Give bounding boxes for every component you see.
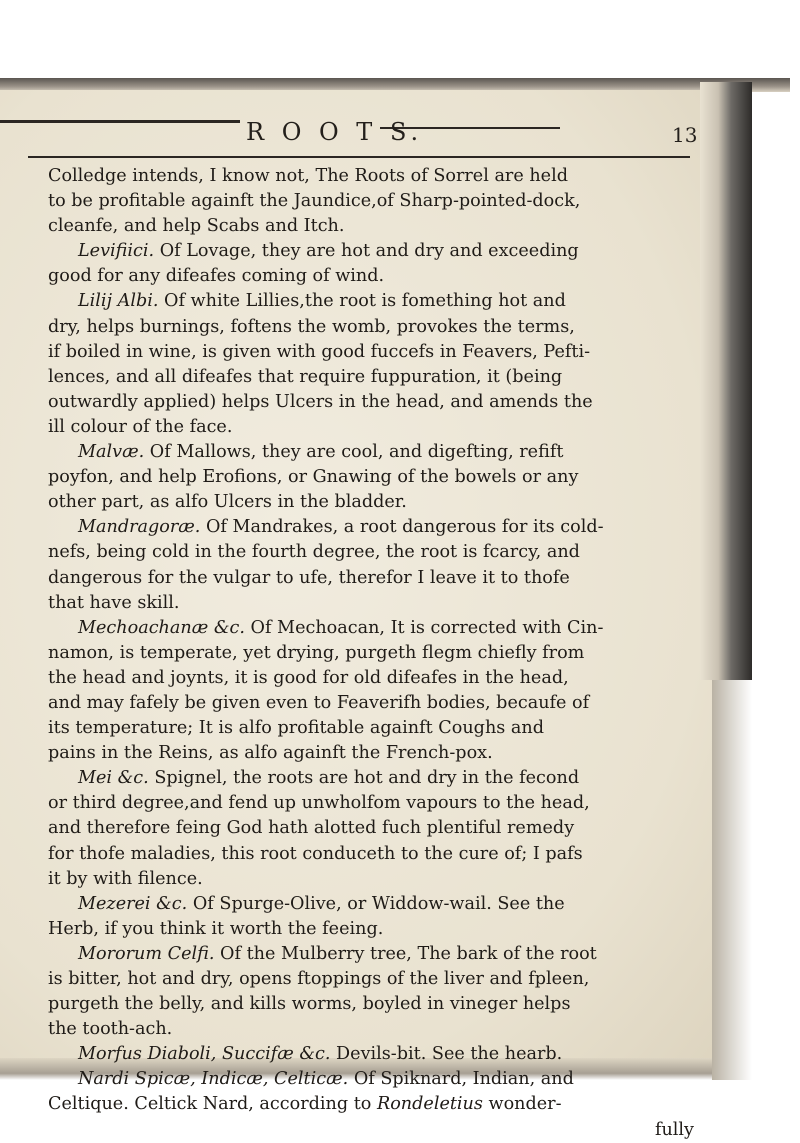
text-line	[48, 566, 694, 591]
italic-term: Rondeletius	[376, 1094, 483, 1115]
text-segment: the tooth-ach.	[48, 1019, 173, 1040]
text-line	[48, 1067, 694, 1092]
text-segment: is bitter, hot and dry, opens ftoppings of the liver and fpleen,	[48, 969, 590, 989]
text-line	[48, 289, 694, 314]
text-segment: poyfon, and help Erofions, or Gnawing of the bowels or any	[48, 467, 579, 488]
text-line	[48, 189, 694, 214]
italic-term: Mezerei &c.	[78, 893, 188, 914]
italic-term: Mandragoræ.	[78, 517, 201, 538]
text-line	[48, 942, 694, 967]
text-segment: its temperature; It is alfo profitable againft Coughs and	[48, 718, 544, 739]
text-segment: it by with filence.	[48, 868, 203, 889]
text-segment: Of Mechoacan, It is corrected with Cin-	[244, 617, 604, 638]
text-line	[48, 967, 694, 992]
text-line	[48, 1017, 694, 1042]
text-line	[48, 465, 694, 490]
italic-term: Mechoachanæ &c.	[78, 617, 245, 638]
text-segment: Of Mandrakes, a root dangerous for its cold-	[200, 517, 604, 538]
text-segment: Of Mallows, they are cool, and digefting, refift	[144, 442, 564, 463]
text-line	[48, 791, 694, 816]
italic-term: Malvæ.	[78, 442, 145, 463]
text-line	[48, 691, 694, 716]
text-line	[48, 666, 694, 691]
text-line	[48, 1092, 694, 1117]
italic-term: Lilij Albi.	[78, 291, 159, 312]
text-segment: dry, helps burnings, foftens the womb, provokes the terms,	[48, 316, 575, 337]
text-line	[48, 365, 694, 390]
running-head: R O O T S.	[246, 118, 424, 146]
text-segment: Celtique. Celtick Nard, according to	[48, 1094, 377, 1115]
text-line	[48, 1042, 694, 1067]
text-segment: Colledge intends, I know not, The Roots of Sorrel are held	[48, 166, 568, 186]
text-line	[48, 842, 694, 867]
text-line	[48, 867, 694, 892]
text-line	[48, 214, 694, 239]
text-segment: lences, and all difeafes that require fuppuration, it (being	[48, 366, 563, 387]
text-line	[48, 540, 694, 565]
text-segment: and therefore feing God hath alotted fuch plentiful remedy	[48, 818, 575, 839]
text-segment: Spignel, the roots are hot and dry in the fecond	[148, 768, 580, 789]
text-line	[48, 1118, 694, 1143]
text-line	[48, 917, 694, 942]
text-segment: wonder-	[482, 1094, 562, 1115]
text-line	[48, 239, 694, 264]
text-line	[48, 264, 694, 289]
text-segment: or third degree,and fend up unwholfom vapours to the head,	[48, 793, 590, 814]
text-segment: Of the Mulberry tree, The bark of the root	[214, 943, 597, 964]
body-text	[48, 164, 694, 1143]
text-segment: if boiled in wine, is given with good fuccefs in Feavers, Pefti-	[48, 341, 591, 362]
text-segment: the head and joynts, it is good for old difeafes in the head,	[48, 667, 569, 688]
text-segment: ill colour of the face.	[48, 416, 233, 437]
text-segment: Of Spurge-Olive, or Widdow-wail. See the	[187, 893, 565, 914]
italic-term: Mei &c.	[78, 768, 149, 789]
text-line	[48, 816, 694, 841]
text-segment: Of white Lillies,the root is fomething hot and	[158, 291, 566, 312]
text-line	[48, 415, 694, 440]
text-segment: Herb, if you think it worth the feeing.	[48, 918, 384, 939]
text-segment: other part, as alfo Ulcers in the bladder.	[48, 492, 407, 513]
text-segment: to be profitable againft the Jaundice,of Sharp-pointed-dock,	[48, 191, 581, 212]
text-segment: good for any difeafes coming of wind.	[48, 266, 385, 287]
text-segment: and may fafely be given even to Feaverifh bodies, becaufe of	[48, 692, 590, 713]
text-line	[48, 716, 694, 741]
page-number: 13	[672, 123, 698, 147]
text-line	[48, 440, 694, 465]
text-segment: purgeth the belly, and kills worms, boyled in vineger helps	[48, 994, 571, 1015]
text-segment: pains in the Reins, as alfo againft the French-pox.	[48, 743, 493, 764]
book-spine-edge	[700, 82, 752, 680]
text-line	[48, 390, 694, 415]
text-segment: for thofe maladies, this root conduceth to the cure of; I pafs	[48, 843, 583, 864]
text-segment: cleanfe, and help Scabs and Itch.	[48, 216, 345, 237]
header-rule	[28, 156, 690, 158]
text-line	[48, 992, 694, 1017]
text-line	[48, 515, 694, 540]
italic-term: Morfus Diaboli, Succifæ &c.	[78, 1044, 331, 1065]
text-line	[48, 591, 694, 616]
text-line	[48, 164, 694, 189]
text-segment: Devils-bit. See the hearb.	[330, 1044, 563, 1065]
text-line	[48, 766, 694, 791]
text-segment: Of Lovage, they are hot and dry and exceeding	[154, 241, 579, 262]
text-line	[48, 641, 694, 666]
text-segment: outwardly applied) helps Ulcers in the head, and amends the	[48, 391, 593, 412]
italic-term: Nardi Spicæ, Indicæ, Celticæ.	[78, 1069, 349, 1090]
text-line	[48, 741, 694, 766]
text-segment: fully	[654, 1119, 694, 1140]
text-line	[48, 340, 694, 365]
text-segment: that have skill.	[48, 592, 180, 613]
text-segment: nefs, being cold in the fourth degree, the root is fcarcy, and	[48, 542, 580, 563]
text-segment: namon, is temperate, yet drying, purgeth flegm chiefly from	[48, 642, 585, 663]
italic-term: Mororum Celfi.	[78, 943, 215, 964]
text-segment: dangerous for the vulgar to ufe, therefor I leave it to thofe	[48, 567, 570, 588]
text-line	[48, 490, 694, 515]
text-line	[48, 315, 694, 340]
header-ornament-rule-left	[0, 120, 240, 123]
page-fore-edge	[712, 680, 752, 1080]
text-segment: Of Spiknard, Indian, and	[348, 1069, 574, 1090]
text-line	[48, 616, 694, 641]
text-line	[48, 892, 694, 917]
italic-term: Levifiici.	[78, 241, 155, 262]
